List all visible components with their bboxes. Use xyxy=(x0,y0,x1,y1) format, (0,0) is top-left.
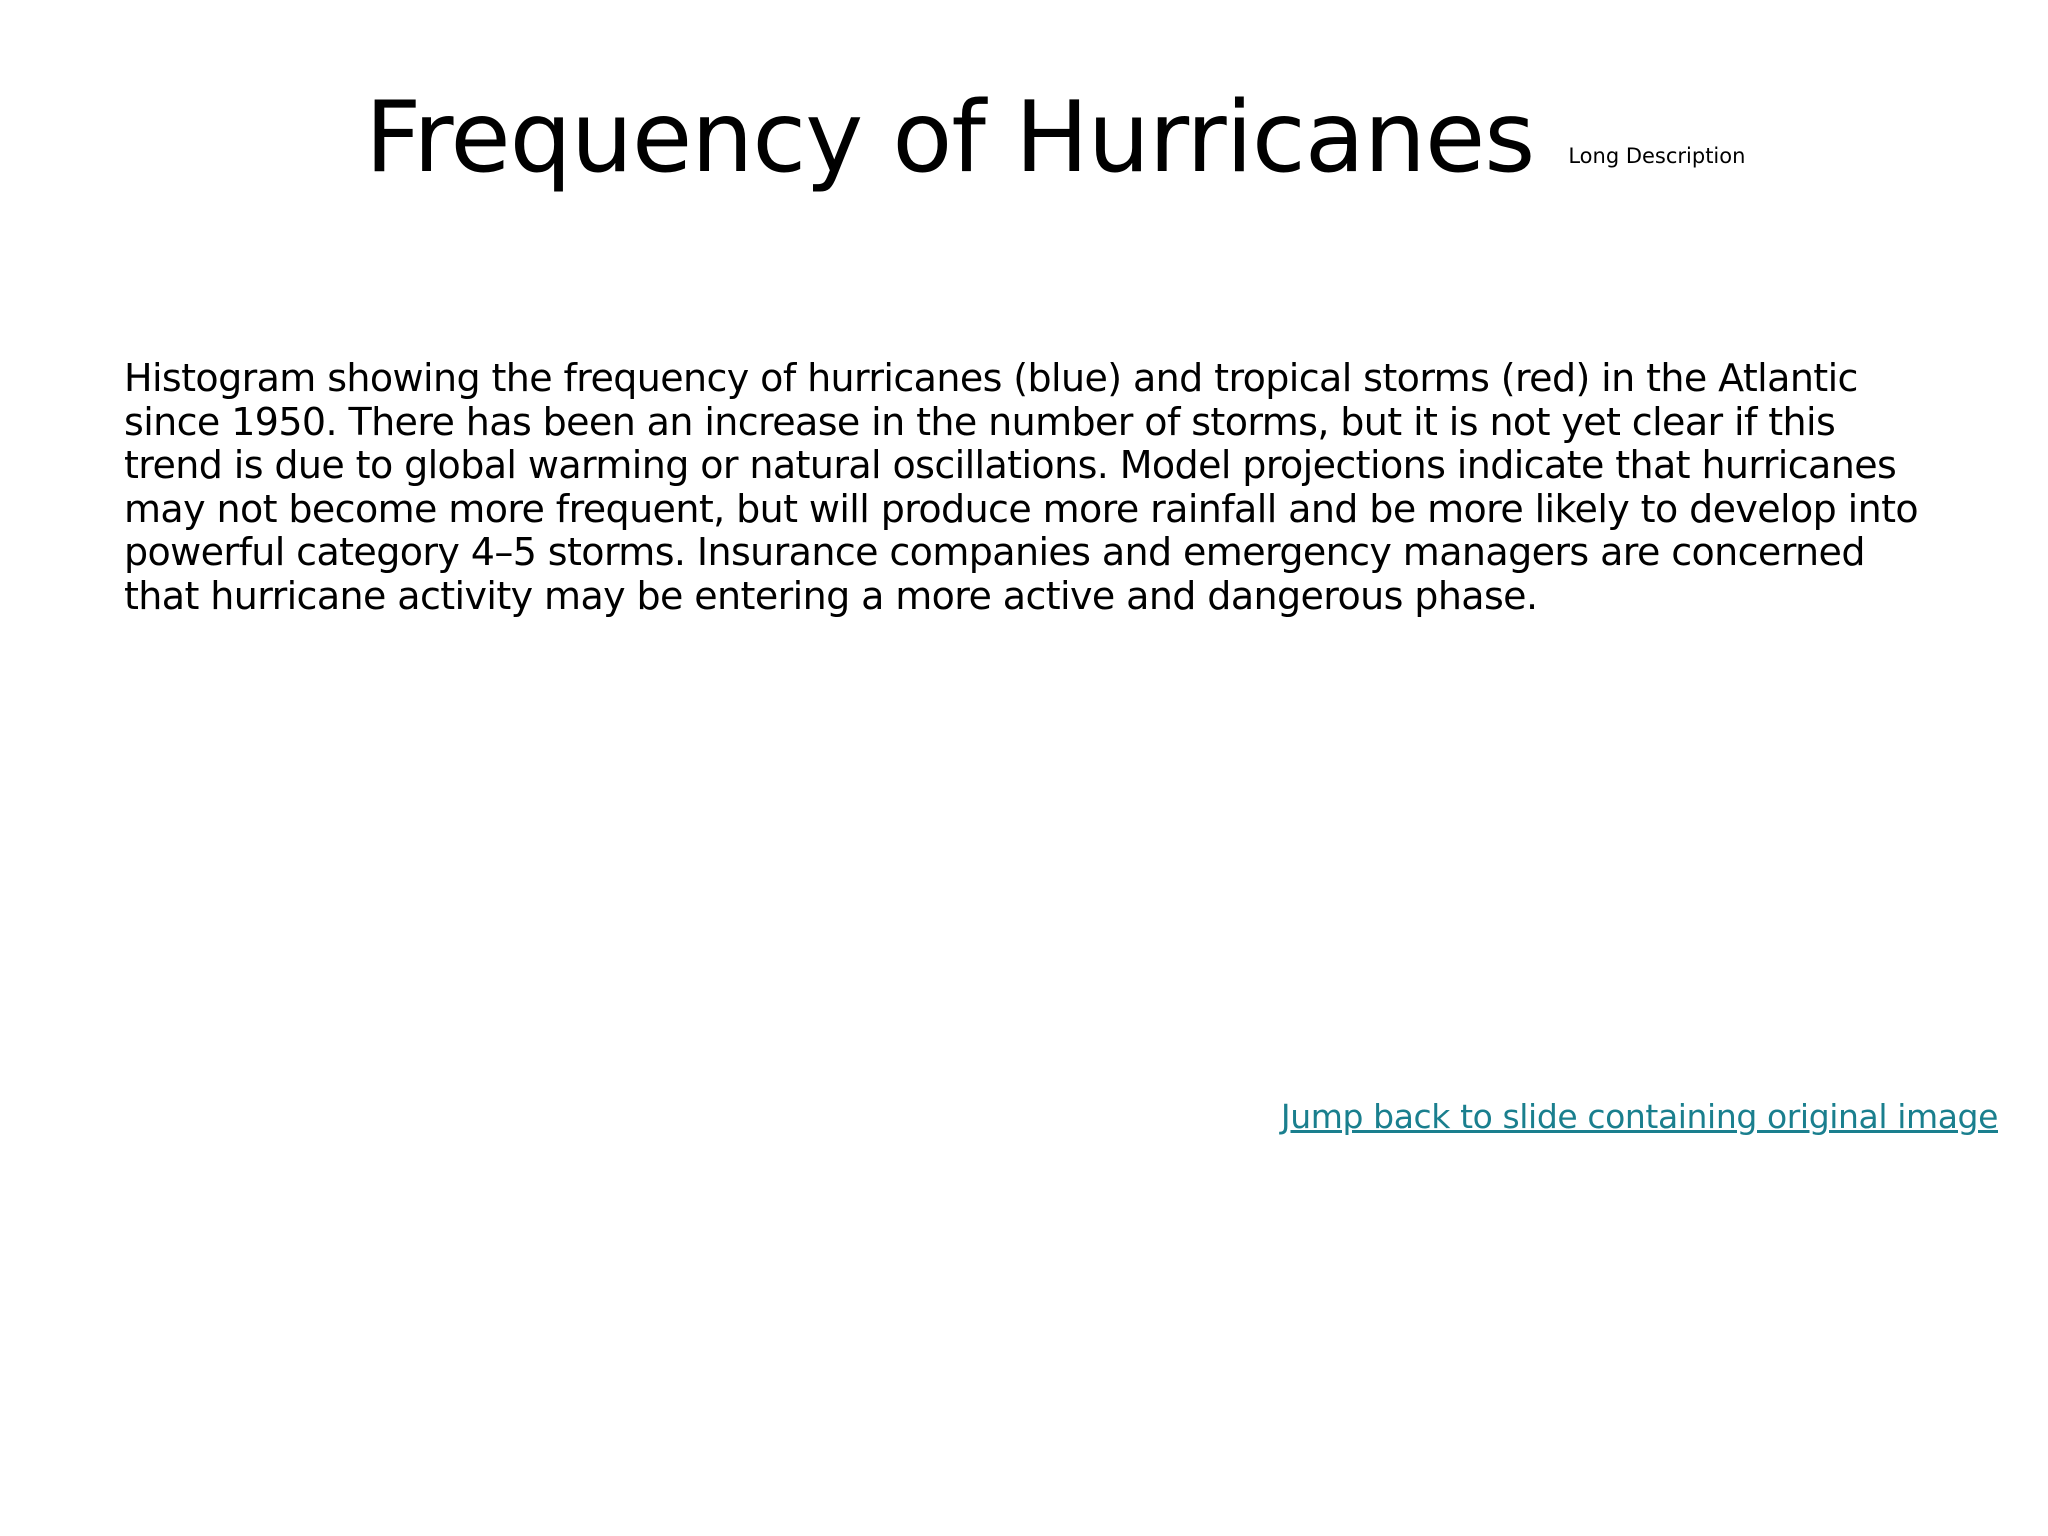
title-row xyxy=(365,82,1745,195)
slide-title: Frequency of Hurricanes xyxy=(365,81,1535,195)
long-description-label: Long Description xyxy=(1568,144,1746,168)
long-description-text: Histogram showing the frequency of hurricanes (blue) and tropical storms (red) in the Atlantic since 1950. There has been an increase in the number of storms, but it is not yet clear if this trend is due to global warming or natural oscillations. Model projections indicate that hurricanes may not become more frequent, but will produce more rainfall and be more likely to develop into powerful category 4–5 storms. Insurance companies and emergency managers are concerned that hurricane activity may be entering a more active and dangerous phase. xyxy=(124,356,1919,618)
jump-back-link[interactable]: Jump back to slide containing original image xyxy=(1280,1097,1998,1136)
